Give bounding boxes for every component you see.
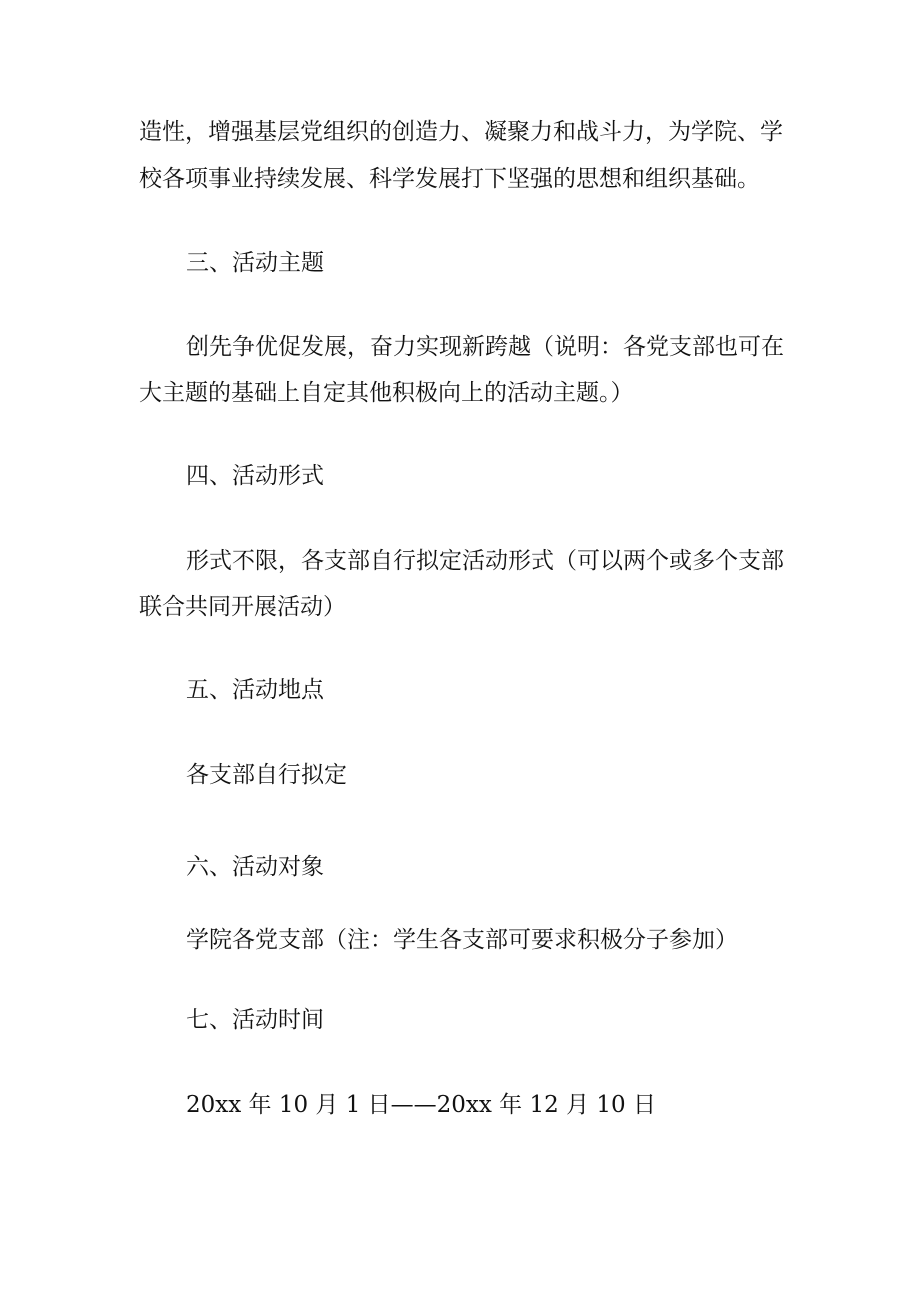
- section-3-heading: 三、活动主题: [186, 250, 324, 276]
- section-5-body: 各支部自行拟定: [186, 762, 347, 788]
- section-6-heading: 六、活动对象: [186, 854, 324, 880]
- intro-line-1: 造性，增强基层党组织的创造力、凝聚力和战斗力，为学院、学: [139, 119, 783, 145]
- section-4-heading: 四、活动形式: [186, 463, 324, 489]
- section-4-body-line-2: 联合共同开展活动）: [139, 594, 346, 620]
- section-5-heading: 五、活动地点: [186, 677, 324, 703]
- intro-line-2: 校各项事业持续发展、科学发展打下坚强的思想和组织基础。: [139, 166, 760, 192]
- section-6-body: 学院各党支部（注：学生各支部可要求积极分子参加）: [186, 927, 738, 953]
- section-3-body-line-1: 创先争优促发展，奋力实现新跨越（说明：各党支部也可在: [186, 334, 784, 360]
- section-7-heading: 七、活动时间: [186, 1007, 324, 1033]
- section-4-body-line-1: 形式不限，各支部自行拟定活动形式（可以两个或多个支部: [186, 548, 784, 574]
- section-3-body-line-2: 大主题的基础上自定其他积极向上的活动主题。）: [139, 380, 634, 406]
- section-7-body: 20xx 年 10 月 1 日——20xx 年 12 月 10 日: [186, 1092, 656, 1118]
